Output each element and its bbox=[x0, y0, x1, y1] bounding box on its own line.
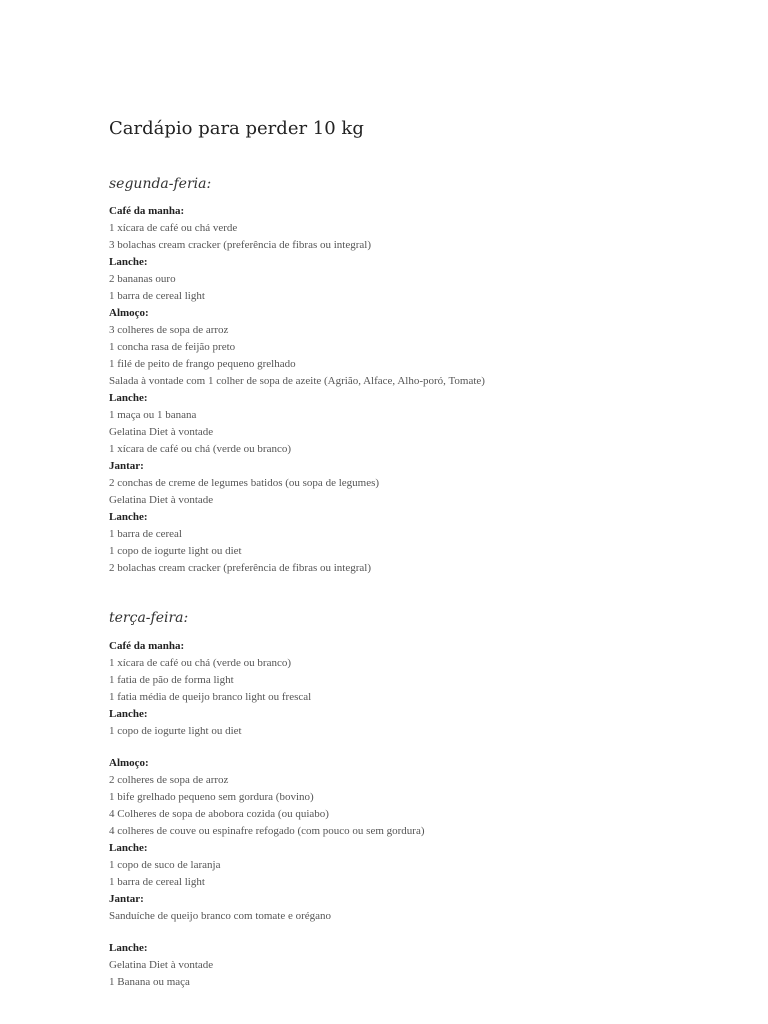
document-title: Cardápio para perder 10 kg bbox=[109, 118, 364, 139]
menu-item: 1 maça ou 1 banana bbox=[109, 409, 197, 421]
menu-item: 2 conchas de creme de legumes batidos (ou sopa de legumes) bbox=[109, 477, 380, 489]
menu-item: 1 Banana ou maça bbox=[109, 976, 190, 988]
menu-item: 3 colheres de sopa de arroz bbox=[109, 324, 229, 336]
meal-label: Lanche: bbox=[109, 708, 148, 720]
menu-item: 1 copo de suco de laranja bbox=[109, 859, 221, 871]
menu-item: 4 Colheres de sopa de abobora cozida (ou quiabo) bbox=[109, 808, 329, 820]
meal-label: Almoço: bbox=[109, 757, 149, 769]
menu-list-monday bbox=[109, 203, 485, 577]
menu-item: Gelatina Diet à vontade bbox=[109, 959, 214, 971]
day-heading-tuesday: terça-feira: bbox=[109, 610, 189, 626]
menu-item: 1 bife grelhado pequeno sem gordura (bovino) bbox=[109, 791, 314, 803]
menu-list-tuesday bbox=[109, 638, 425, 991]
menu-item: 1 fatia de pão de forma light bbox=[109, 674, 234, 686]
meal-label: Lanche: bbox=[109, 256, 148, 268]
menu-item: Sanduíche de queijo branco com tomate e orégano bbox=[109, 910, 332, 922]
menu-item: 2 colheres de sopa de arroz bbox=[109, 774, 229, 786]
menu-item: 2 bananas ouro bbox=[109, 273, 176, 285]
meal-label: Jantar: bbox=[109, 893, 144, 905]
menu-item: 1 barra de cereal light bbox=[109, 290, 205, 302]
meal-label: Café da manha: bbox=[109, 640, 185, 652]
menu-item: 1 fatia média de queijo branco light ou frescal bbox=[109, 691, 312, 703]
menu-item: 1 barra de cereal bbox=[109, 528, 182, 540]
menu-item: 1 xícara de café ou chá verde bbox=[109, 222, 238, 234]
meal-label: Lanche: bbox=[109, 942, 148, 954]
menu-item: 2 bolachas cream cracker (preferência de fibras ou integral) bbox=[109, 562, 372, 574]
meal-label: Café da manha: bbox=[109, 205, 185, 217]
menu-item: 1 filé de peito de frango pequeno grelhado bbox=[109, 358, 296, 370]
menu-item: 3 bolachas cream cracker (preferência de fibras ou integral) bbox=[109, 239, 372, 251]
menu-item: 1 xícara de café ou chá (verde ou branco) bbox=[109, 657, 292, 669]
menu-item: 1 copo de iogurte light ou diet bbox=[109, 545, 242, 557]
spacer bbox=[109, 925, 425, 940]
menu-item: 1 xícara de café ou chá (verde ou branco) bbox=[109, 443, 292, 455]
menu-item: 4 colheres de couve ou espinafre refogado (com pouco ou sem gordura) bbox=[109, 825, 425, 837]
meal-label: Almoço: bbox=[109, 307, 149, 319]
menu-item: Salada à vontade com 1 colher de sopa de azeite (Agrião, Alface, Alho-poró, Tomate) bbox=[109, 375, 485, 387]
meal-label: Jantar: bbox=[109, 460, 144, 472]
menu-item: 1 concha rasa de feijão preto bbox=[109, 341, 236, 353]
day-heading-monday: segunda-feria: bbox=[109, 176, 212, 192]
menu-item: 1 barra de cereal light bbox=[109, 876, 205, 888]
spacer bbox=[109, 740, 425, 755]
meal-label: Lanche: bbox=[109, 842, 148, 854]
menu-item: 1 copo de iogurte light ou diet bbox=[109, 725, 242, 737]
menu-item: Gelatina Diet à vontade bbox=[109, 426, 214, 438]
menu-item: Gelatina Diet à vontade bbox=[109, 494, 214, 506]
meal-label: Lanche: bbox=[109, 511, 148, 523]
meal-label: Lanche: bbox=[109, 392, 148, 404]
